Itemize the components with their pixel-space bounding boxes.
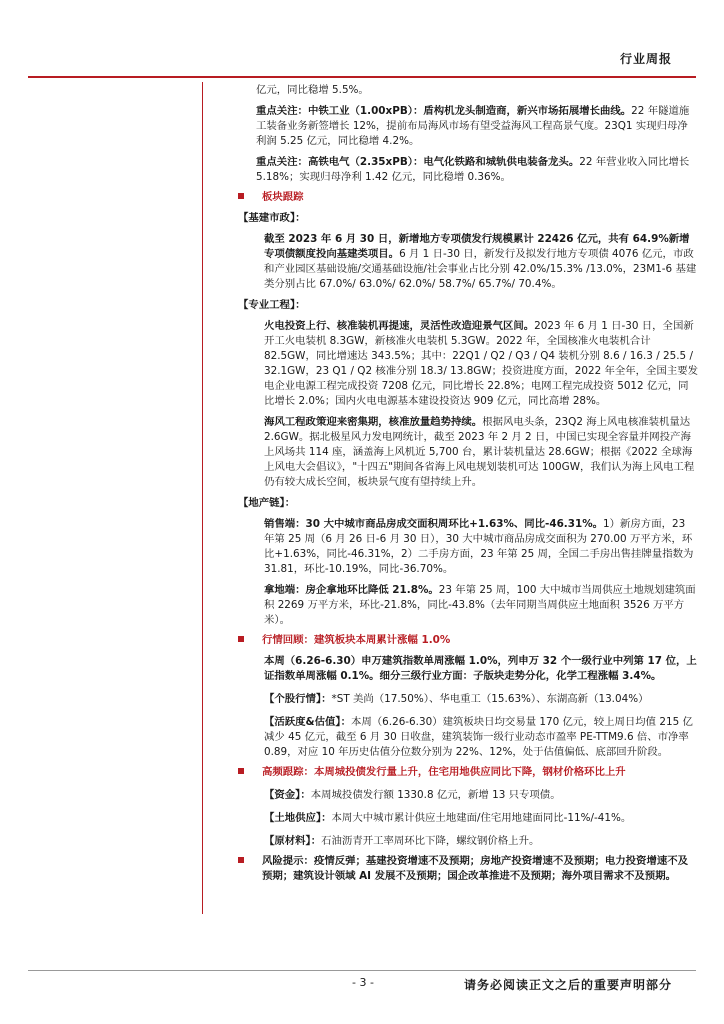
footer-divider	[28, 970, 696, 971]
page-header-title: 行业周报	[619, 52, 672, 66]
page-number: - 3 -	[352, 976, 374, 989]
focus-gaotie-text: 22 年营业收入同比增长 5.18%；实现归母净利 1.42 亿元，同比稳增 0.36%。	[256, 156, 690, 183]
section-heading-sector-tracking: 板块跟踪	[218, 190, 698, 205]
market-review-text: 本周（6.26-6.30）申万建筑指数单周涨幅 1.0%，列申万 32 个一级行业中列第 17 位，上证指数单周涨幅 0.1%。细分三级行业方面：子版块走势分化，化学工程涨幅 3.4%。	[264, 655, 697, 682]
stocks-text: *ST 美尚（17.50%）、华电重工（15.63%）、东湖高新（13.04%）	[331, 693, 649, 705]
focus-zhongtie	[218, 104, 698, 149]
offshore-wind-head: 海风工程政策迎来密集期，核准放量趋势持续。	[264, 416, 483, 428]
activity-text: 本周（6.26-6.30）建筑板块日均交易量 170 亿元，较上周日均值 215 亿减少 45 亿元，截至 6 月 30 日收盘，建筑装饰一级行业动态市盈率 PE-TTM9.6 倍、市净率 0.89，对应 10 年历史估值分位数分别为 22%、12%，处于估值偏低、底部回升阶段。	[264, 716, 693, 758]
land-supply-head: 【土地供应】：	[264, 812, 332, 824]
funds-head: 【资金】：	[264, 789, 311, 801]
paragraph-offshore-wind	[218, 415, 698, 490]
risk-head: 风险提示：	[262, 855, 314, 867]
land-supply-text: 本周大中城市累计供应土地建面/住宅用地建面同比-11%/-41%。	[331, 812, 632, 824]
risk-warning	[218, 854, 698, 884]
thermal-power-text: 2023 年 6 月 1 日-30 日，全国新开工火电装机 8.3GW，新核准火电装机 5.3GW。2022 年，全国核准火电装机合计 82.5GW，同比增速达 343.5%；其中：22Q1 / Q2 / Q3 / Q4 装机分别 8.6 / 16.3 / 25.5 / 32.1GW，23 Q1 / Q2 核准分别 18.3/ 13.8GW；投资进度方面，2022 年全年，全国主要发电企业电源工程完成投资 7208 亿元，同比增长 22.8%；电网工程完成投资 5012 亿元，同比增长 2.0%；国内火电电源基本建设投资达 909 亿元，同比高增 28%。	[264, 320, 699, 407]
paragraph-activity-valuation	[218, 715, 698, 760]
thermal-power-head: 火电投资上行、核准装机再提速，灵活性改造迎景气区间。	[264, 320, 535, 332]
paragraph-market-review	[218, 654, 698, 684]
disclaimer-note: 请务必阅读正文之后的重要声明部分	[463, 978, 672, 992]
label-infrastructure: 【基建市政】：	[238, 212, 306, 224]
sales-head: 销售端：30 大中城市商品房成交面积周环比+1.63%、同比-46.31%。	[264, 518, 604, 530]
paragraph-thermal-power	[218, 319, 698, 409]
section-heading-market-review: 行情回顾：建筑板块本周累计涨幅 1.0%	[218, 633, 698, 648]
section-heading-high-frequency: 高频跟踪：本周城投债发行量上升，住宅用地供应同比下降，钢材价格环比上升	[218, 765, 698, 780]
offshore-wind-text: 根据风电头条，23Q2 海上风电核准装机量达 2.6GW。据北极星风力发电网统计，截至 2023 年 2 月 2 日，中国已实现全容量并网投产海上风场共 114 座，涵盖海上风机近 5,700 台，累计装机量达 28.6GW；根据《2022 全球海上风电大会倡议》，"十四五"期间各省海上风电规划装机可达 100GW，我们认为海上风电工程仍有较大成长空间，板块景气度有望持续上升。	[264, 416, 695, 488]
left-vertical-rule	[202, 82, 203, 914]
infrastructure-head: 截至 2023 年 6 月 30 日，新增地方专项债发行规模累计 22426 亿元，共有 64.9%新增专项债额度投向基建类项目。	[264, 233, 690, 260]
paragraph-funds	[218, 788, 698, 803]
activity-head: 【活跃度&估值】：	[264, 716, 351, 728]
paragraph-land-supply	[218, 811, 698, 826]
focus-gaotie	[218, 155, 698, 185]
paragraph-infrastructure	[218, 232, 698, 292]
header-divider	[28, 76, 696, 78]
infrastructure-text: 6 月 1 日-30 日，新发行及拟发行地方专项债 4076 亿元，市政和产业园区基础设施/交通基础设施/社会事业占比分别 42.0%/15.3% /13.0%，23M1-6 基建类分别占比 67.0%/ 63.0%/ 62.0%/ 58.7%/ 65.7%/ 70.4%。	[264, 248, 697, 290]
raw-materials-text: 石油沥青开工率周环比下降，螺纹钢价格上升。	[321, 835, 540, 847]
paragraph-raw-materials	[218, 834, 698, 849]
land-head: 拿地端：房企拿地环比降低 21.8%。	[264, 584, 439, 596]
land-text: 23 年第 25 周，100 大中城市当周供应土地规划建筑面积 2269 万平方米，环比-21.8%，同比-43.8%（去年同期当周供应土地面积 3526 万平方米）。	[264, 584, 696, 626]
label-special-engineering: 【专业工程】：	[238, 299, 306, 311]
sales-text: 1）新房方面，23 年第 25 周（6 月 26 日-6 月 30 日），30 大中城市商品房成交面积为 270.00 万平方米，环比+1.63%，同比-46.31%，2）二手房方面，23 年第 25 周，全国二手房出售挂牌量指数为 31.81，环比-10.19%，同比-36.70%。	[264, 518, 694, 575]
label-real-estate-chain: 【地产链】：	[238, 497, 296, 509]
stocks-head: 【个股行情】：	[264, 693, 332, 705]
focus-zhongtie-text: 22 年隧道施工装备业务新签增长 12%，提前布局海风市场有望受益海风工程高景气度。23Q1 实现归母净利润 5.25 亿元，同比稳增 4.2%。	[256, 105, 690, 147]
risk-text: 疫情反弹；基建投资增速不及预期；房地产投资增速不及预期；电力投资增速不及预期；建筑设计领域 AI 发展不及预期；国企改革推进不及预期；海外项目需求不及预期。	[262, 855, 689, 882]
focus-gaotie-head: 重点关注：高铁电气（2.35xPB）：电气化铁路和城轨供电装备龙头。	[256, 156, 580, 168]
raw-materials-head: 【原材料】：	[264, 835, 322, 847]
paragraph-land	[218, 583, 698, 628]
funds-text: 本周城投债发行额 1330.8 亿元，新增 13 只专项债。	[310, 789, 561, 801]
focus-zhongtie-head: 重点关注：中铁工业（1.00xPB）：盾构机龙头制造商，新兴市场拓展增长曲线。	[256, 105, 632, 117]
report-body	[218, 83, 698, 884]
paragraph-stocks	[218, 692, 698, 707]
paragraph-continuation: 亿元，同比稳增 5.5%。	[256, 84, 369, 96]
paragraph-sales	[218, 517, 698, 577]
